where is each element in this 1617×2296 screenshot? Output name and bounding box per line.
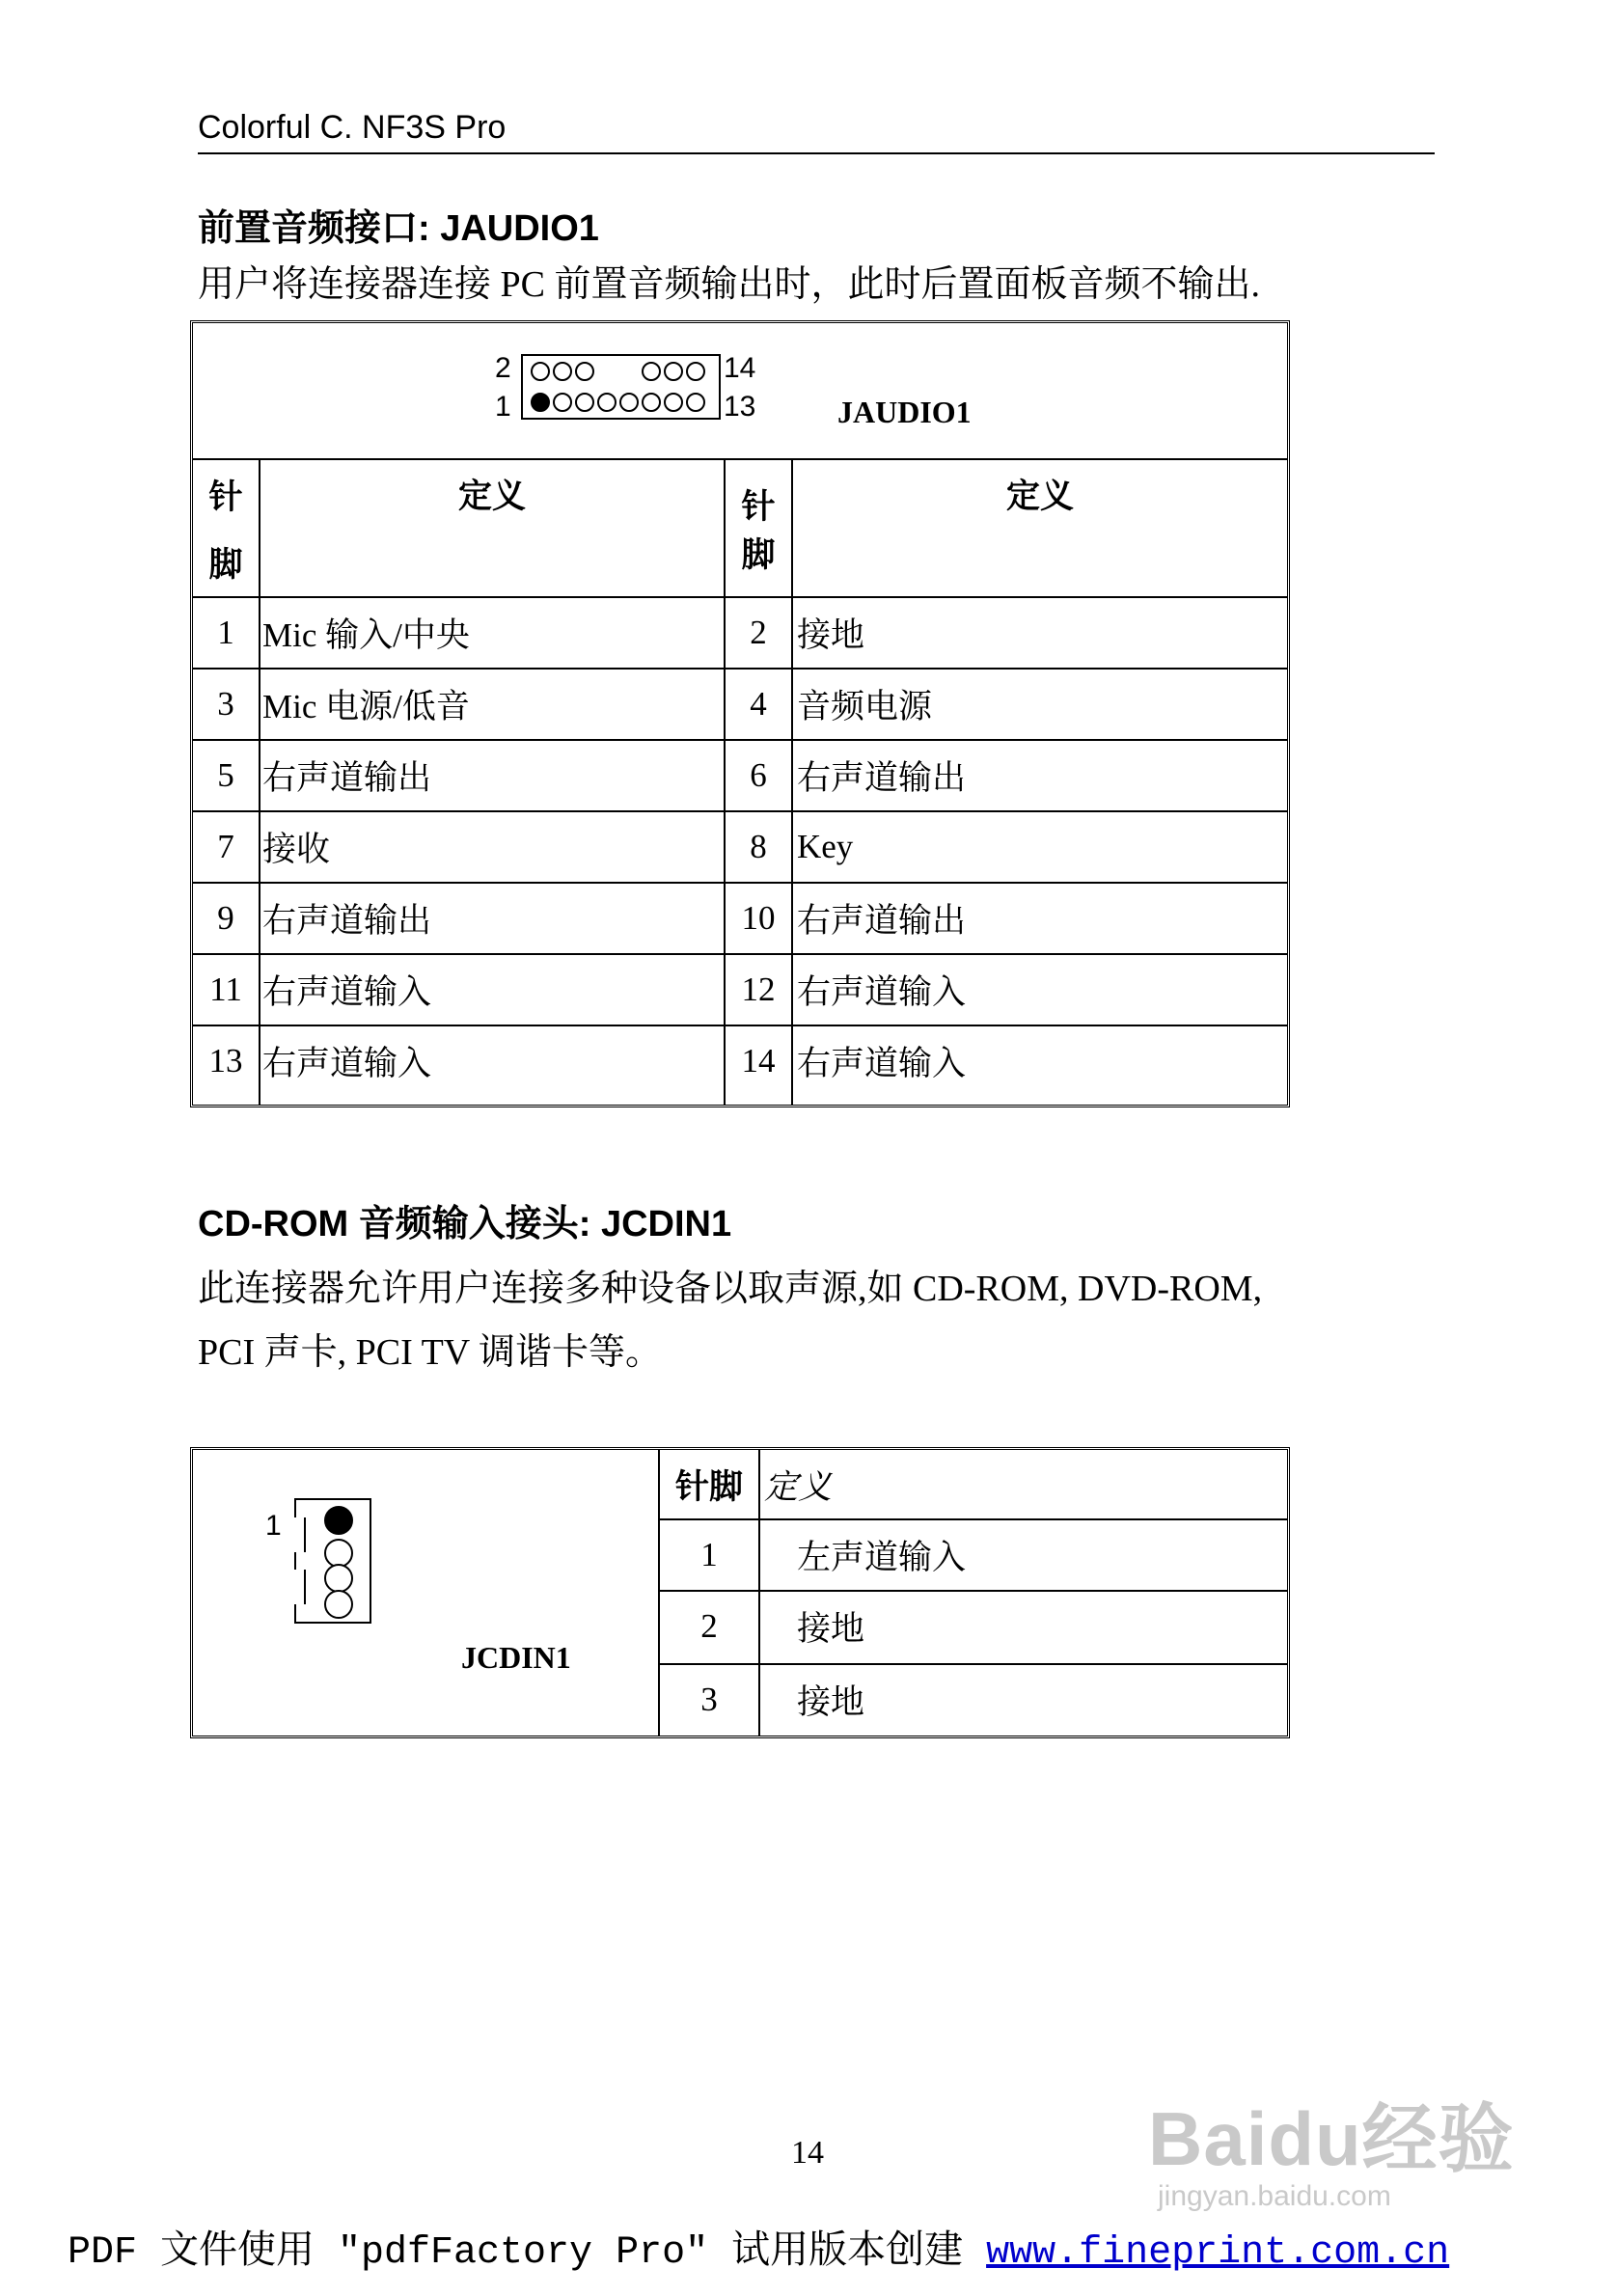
pin-label-1: 1	[265, 1510, 282, 1542]
col-header-pin-char: 针	[741, 487, 776, 526]
watermark-url: jingyan.baidu.com	[1158, 2180, 1391, 2212]
jaudio-def-right: 右声道输出	[797, 759, 967, 797]
jaudio-def-left: 右声道输入	[262, 973, 432, 1011]
jcdin-def: 接地	[797, 1683, 865, 1721]
pdf-footer	[68, 2219, 1449, 2275]
pin-icon	[553, 393, 572, 412]
jcdin-connector-label: JCDIN1	[461, 1640, 571, 1675]
pin-icon	[531, 362, 550, 381]
pin1-icon	[531, 393, 550, 412]
header-title: Colorful C. NF3S Pro	[198, 109, 507, 146]
pin-icon	[575, 362, 594, 381]
jaudio-pin-right: 4	[750, 685, 767, 723]
jaudio-pin-right: 6	[750, 756, 767, 794]
jaudio-pin-left: 3	[217, 685, 234, 723]
jcdin-heading: CD-ROM 音频输入接头: JCDIN1	[198, 1204, 732, 1244]
jaudio-pin-right: 10	[741, 899, 776, 937]
col-header-def: 定义	[764, 1467, 833, 1506]
pin-label-2: 2	[495, 352, 511, 384]
jaudio-diagram	[193, 323, 1287, 458]
jaudio-pin-right: 14	[741, 1042, 776, 1080]
jaudio-pin-left: 11	[209, 970, 242, 1008]
jaudio-connector-label: JAUDIO1	[837, 395, 972, 429]
pin-icon	[664, 362, 683, 381]
divider	[791, 458, 793, 1105]
jaudio-def-left: Mic 电源/低音	[262, 688, 470, 725]
jaudio-def-right: 右声道输入	[797, 1045, 967, 1082]
jcdin-description-line1: 此连接器允许用户连接多种设备以取声源,如 CD-ROM, DVD-ROM,	[198, 1269, 1263, 1309]
pin-icon	[619, 393, 639, 412]
jaudio-pin-left: 5	[217, 756, 234, 794]
jaudio-pin-left: 1	[217, 614, 234, 651]
jaudio-def-left: Mic 输入/中央	[262, 616, 470, 654]
pin-icon	[597, 393, 617, 412]
connector-key	[292, 1570, 306, 1604]
page-number: 14	[791, 2135, 824, 2171]
pin-icon	[686, 393, 705, 412]
col-header-pin-right	[726, 460, 791, 596]
col-header-def-right: 定义	[1005, 478, 1074, 515]
jcdin-pin: 3	[700, 1681, 718, 1718]
pin-icon	[664, 393, 683, 412]
col-header-pin-char: 脚	[208, 545, 243, 584]
jaudio-pin-left: 13	[208, 1042, 243, 1080]
jaudio-heading: 前置音频接口: JAUDIO1	[198, 208, 599, 249]
pdf-footer-text: PDF 文件使用 "pdfFactory Pro" 试用版本创建	[68, 2231, 987, 2275]
fineprint-link[interactable]: www.fineprint.com.cn	[986, 2231, 1450, 2275]
pin-label-1: 1	[495, 391, 511, 423]
col-header-pin-char: 针	[208, 478, 243, 516]
jaudio-pin-right: 2	[750, 614, 767, 651]
pin-label-13: 13	[724, 391, 756, 423]
pin-icon	[642, 362, 661, 381]
jcdin-description-line2: PCI 声卡, PCI TV 调谐卡等。	[198, 1332, 663, 1373]
jaudio-def-right: 右声道输出	[797, 902, 967, 940]
col-header-def-left: 定义	[457, 478, 526, 515]
jcdin-pin: 2	[700, 1607, 718, 1645]
divider	[758, 1450, 760, 1736]
jaudio-def-left: 右声道输入	[262, 1045, 432, 1082]
pin-icon	[324, 1590, 353, 1619]
jaudio-def-left: 右声道输出	[262, 759, 432, 797]
pin1-icon	[324, 1506, 353, 1535]
jaudio-pin-left: 9	[217, 899, 234, 937]
pin-icon	[575, 393, 594, 412]
connector-key	[292, 1517, 306, 1552]
header-divider	[198, 152, 1435, 154]
jaudio-def-right: Key	[797, 828, 854, 865]
pin-label-14: 14	[724, 352, 756, 384]
jaudio-def-left: 接收	[262, 831, 331, 868]
jaudio-def-left: 右声道输出	[262, 902, 432, 940]
pin-icon	[324, 1564, 353, 1593]
jaudio-def-right: 音频电源	[797, 688, 933, 725]
jcdin-pin: 1	[700, 1536, 718, 1573]
jaudio-def-right: 接地	[797, 616, 865, 654]
col-header-pin: 针脚	[674, 1467, 743, 1506]
pin-icon	[642, 393, 661, 412]
watermark-brand: Baidu经验	[1148, 2096, 1515, 2181]
jcdin-def: 左声道输入	[797, 1539, 967, 1576]
jaudio-pin-right: 12	[741, 970, 776, 1008]
jaudio-description: 用户将连接器连接 PC 前置音频输出时，此时后置面板音频不输出.	[198, 264, 1260, 305]
jaudio-pin-left: 7	[217, 828, 234, 865]
divider	[259, 458, 260, 1105]
col-header-pin-left	[193, 460, 259, 596]
jaudio-pin-right: 8	[750, 828, 767, 865]
jcdin-def: 接地	[797, 1610, 865, 1648]
jcdin-diagram	[193, 1450, 658, 1736]
pin-icon	[553, 362, 572, 381]
pin-icon	[686, 362, 705, 381]
jaudio-def-right: 右声道输入	[797, 973, 967, 1011]
col-header-pin-char: 脚	[741, 535, 776, 574]
